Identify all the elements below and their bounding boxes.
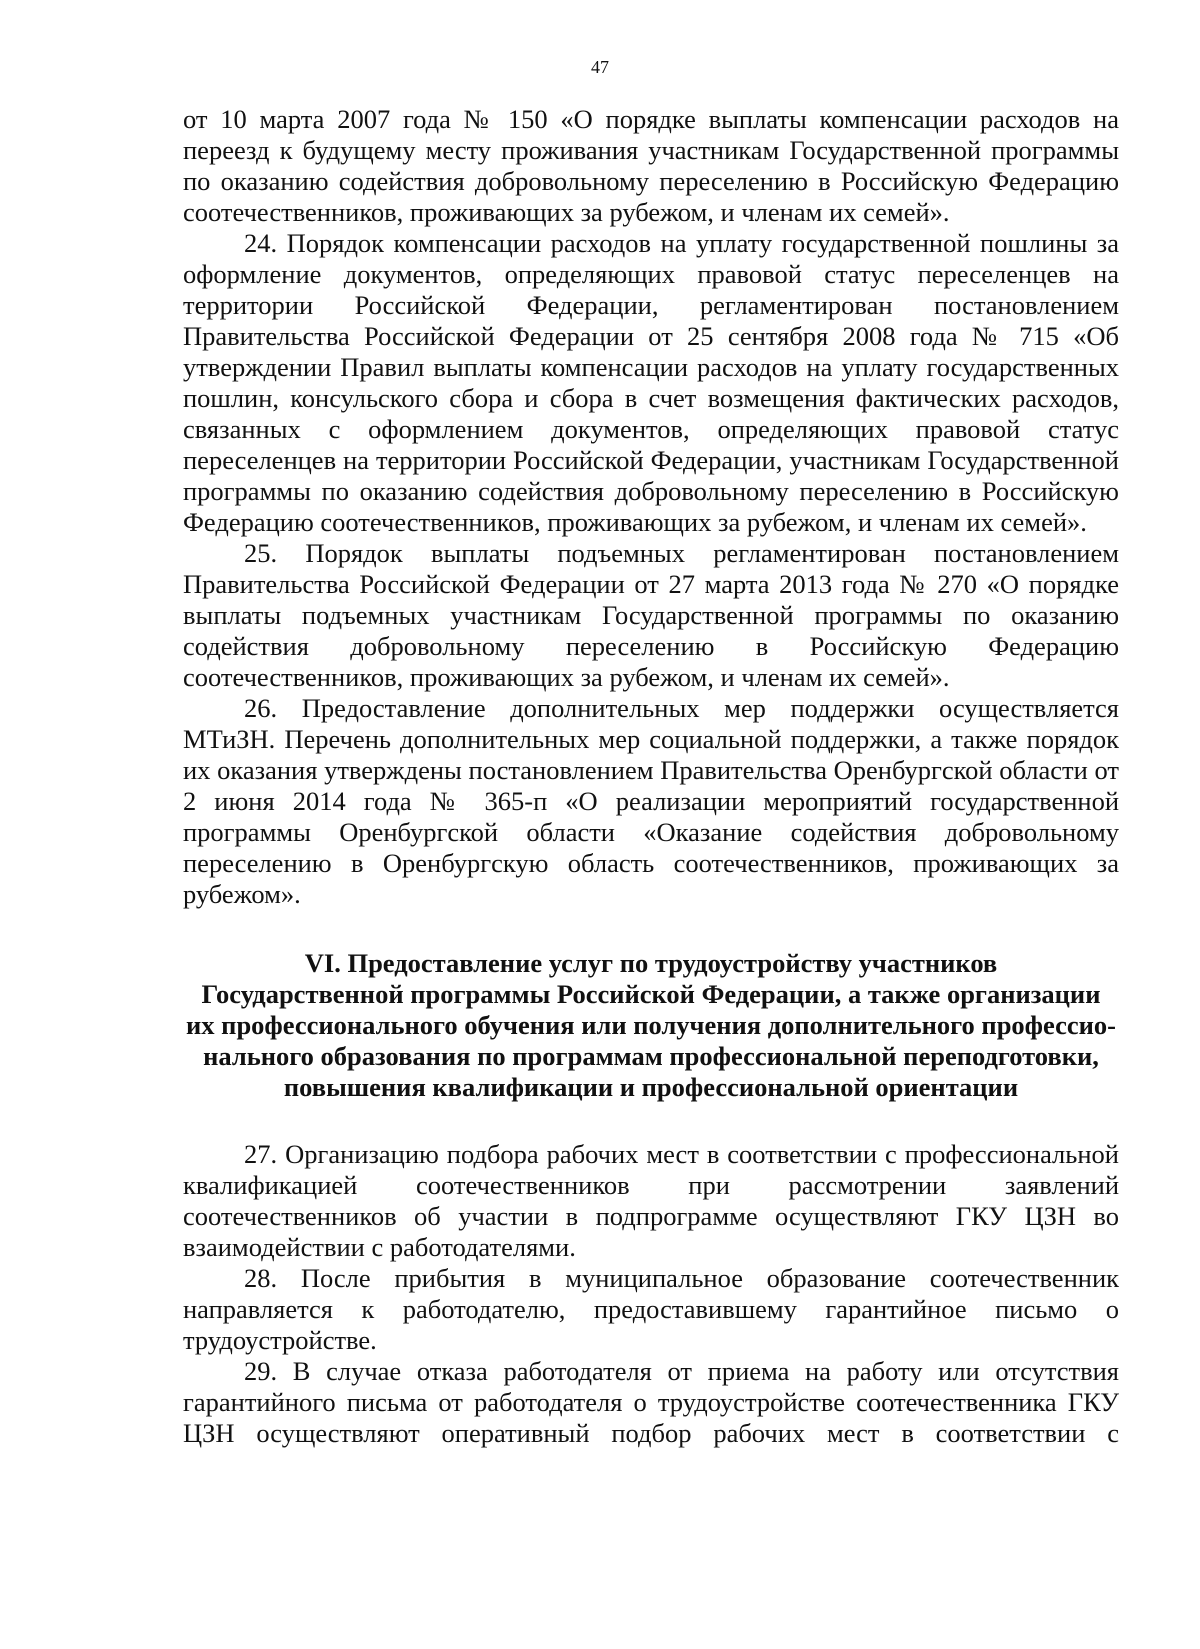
page-number: 47 (591, 57, 609, 77)
section-heading-line: повышения квалификации и профессиональной ориентации (283, 1072, 1019, 1102)
paragraph-28: 28. После прибытия в муниципальное образование соотечественник направляется к работодателю, предоставившему гарантийное письмо о трудоустройстве. (183, 1263, 1119, 1355)
paragraph-27: 27. Организацию подбора рабочих мест в соответствии с профессиональной квалификацией соотечественников при рассмотрении заявлений соотечественников об участии в подпрограмме осуществляют ГКУ ЦЗН во взаимодействии с работодателями. (183, 1139, 1119, 1262)
paragraph-29: 29. В случае отказа работодателя от приема на работу или отсутствия гарантийного письма от работодателя о трудоустройстве соотечественника ГКУ ЦЗН осуществляют оперативный подбор рабочих мест в соответствии с (183, 1356, 1119, 1448)
paragraph-26: 26. Предоставление дополнительных мер поддержки осуществляется МТиЗН. Перечень дополнительных мер социальной поддержки, а также порядок их оказания утверждены постановлением Правительства Оренбургской области от 2 июня 2014 года № 365-п «О реализации мероприятий государственной программы Оренбургской области «Оказание содействия добровольному переселению в Оренбургскую область соотечественников, проживающих за рубежом». (183, 693, 1119, 909)
section-heading-line: VI. Предоставление услуг по трудоустройству участников (304, 948, 998, 978)
section-heading-line: их профессионального обучения или получения дополнительного профессио- (186, 1010, 1116, 1040)
document-body (183, 104, 1119, 1449)
section-heading-line: нального образования по программам профессиональной переподготовки, (203, 1041, 1099, 1071)
paragraph-24: 24. Порядок компенсации расходов на уплату государственной пошлины за оформление документов, определяющих правовой статус переселенцев на территории Российской Федерации, регламентирован постановлением Правительства Российской Федерации от 25 сентября 2008 года № 715 «Об утверждении Правил выплаты компенсации расходов на уплату государственных пошлин, консульского сбора и сбора в счет возмещения фактических расходов, связанных с оформлением документов, определяющих правовой статус переселенцев на территории Российской Федерации, участникам Государственной программы по оказанию содействия добровольному переселению в Российскую Федерацию соотечественников, проживающих за рубежом, и членам их семей». (183, 228, 1119, 537)
paragraph-25: 25. Порядок выплаты подъемных регламентирован постановлением Правительства Российской Федерации от 27 марта 2013 года № 270 «О порядке выплаты подъемных участникам Государственной программы по оказанию содействия добровольному переселению в Российскую Федерацию соотечественников, проживающих за рубежом, и членам их семей». (183, 538, 1119, 692)
paragraph-23-continuation: от 10 марта 2007 года № 150 «О порядке выплаты компенсации расходов на переезд к будущему месту проживания участникам Государственной программы по оказанию содействия добровольному переселению в Российскую Федерацию соотечественников, проживающих за рубежом, и членам их семей». (183, 104, 1119, 227)
section-heading-line: Государственной программы Российской Федерации, а также организации (201, 979, 1101, 1009)
section-heading (183, 948, 1119, 1103)
